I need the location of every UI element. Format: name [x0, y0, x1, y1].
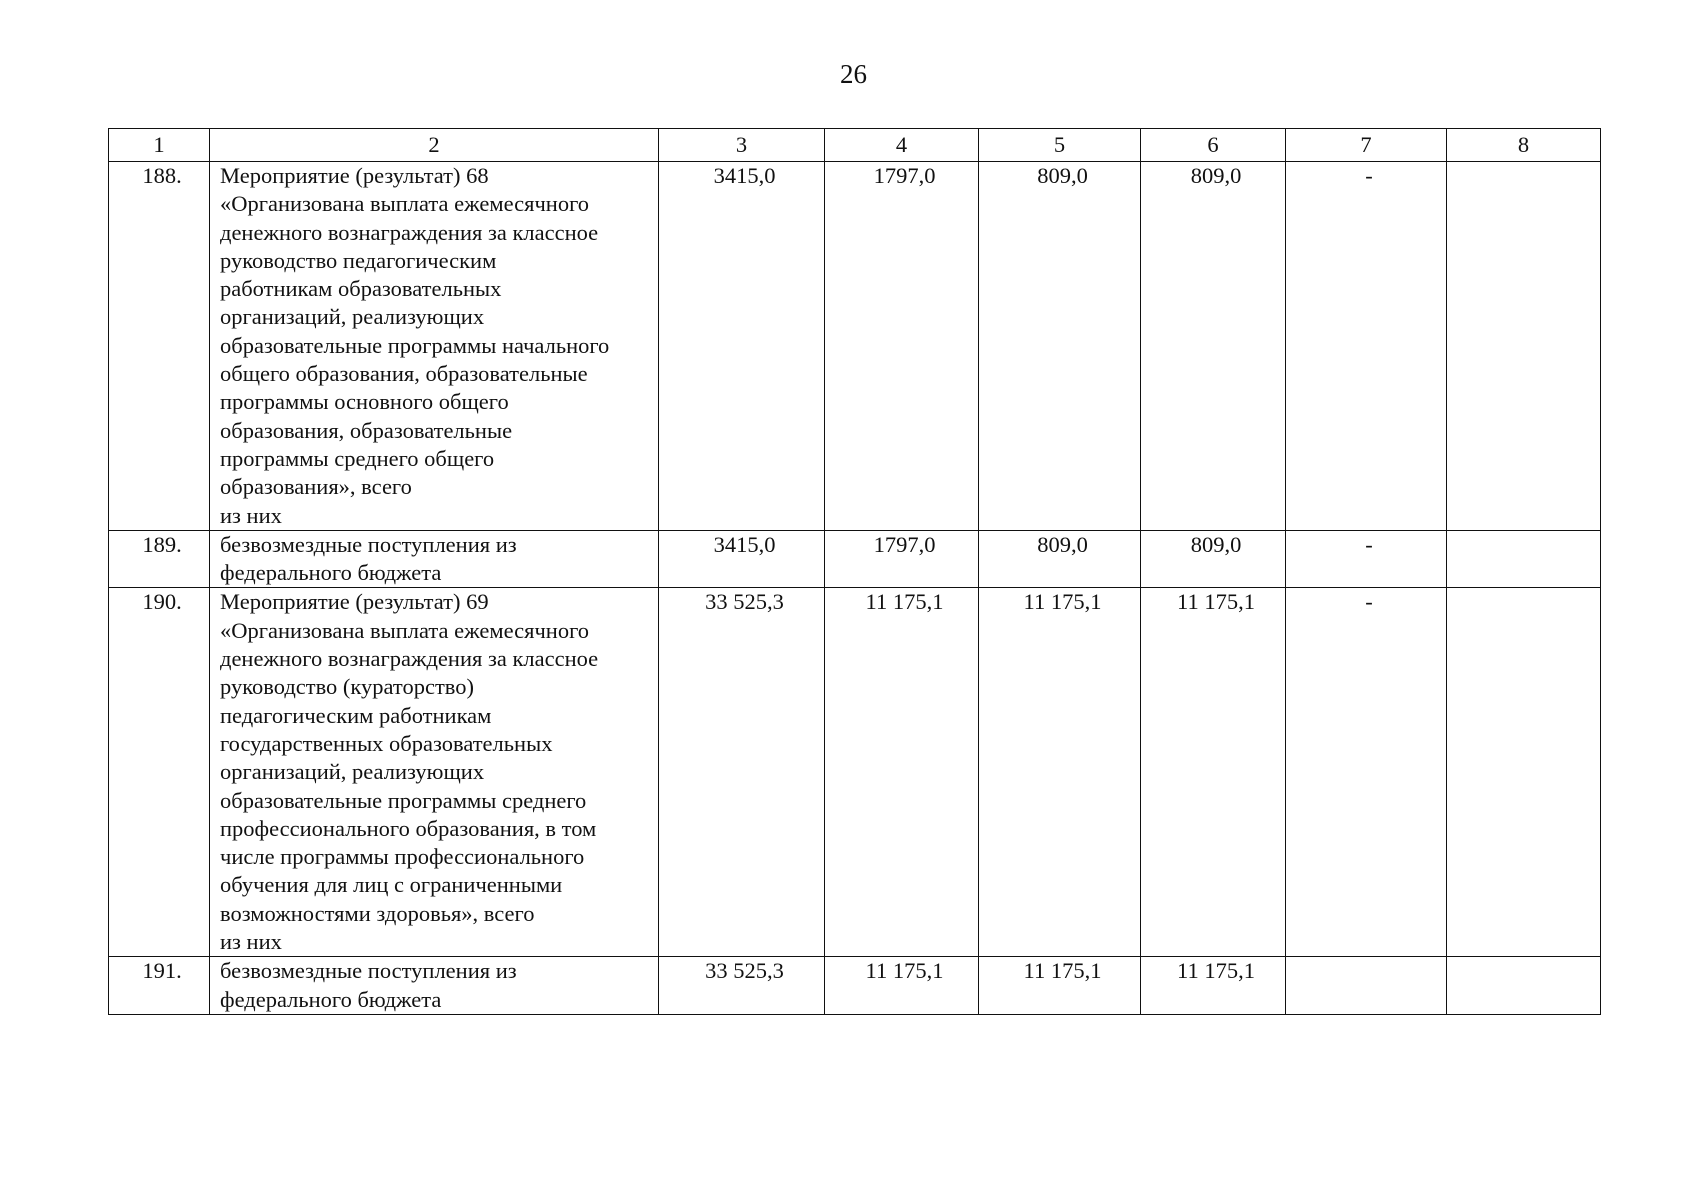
cell-col-3: 33 525,3	[659, 588, 825, 957]
row-index: 188.	[109, 162, 210, 531]
cell-col-5: 809,0	[979, 162, 1141, 531]
cell-col-3: 33 525,3	[659, 957, 825, 1015]
cell-col-4: 11 175,1	[825, 588, 979, 957]
cell-col-8	[1447, 530, 1601, 588]
cell-col-5: 11 175,1	[979, 957, 1141, 1015]
description-line: организаций, реализующих	[220, 759, 485, 785]
description-line: программы среднего общего	[220, 445, 495, 471]
description-line: руководство (кураторство)	[220, 674, 475, 700]
row-description	[210, 530, 659, 588]
description-line: образования, образовательные	[220, 417, 513, 443]
description-line: безвозмездные поступления из	[220, 958, 517, 984]
cell-col-8	[1447, 162, 1601, 531]
table-row	[109, 588, 1601, 957]
cell-col-4: 1797,0	[825, 162, 979, 531]
header-col-2: 2	[210, 129, 659, 162]
cell-col-6: 809,0	[1141, 162, 1286, 531]
description-line: работникам образовательных	[220, 276, 502, 302]
row-index: 190.	[109, 588, 210, 957]
cell-col-5: 11 175,1	[979, 588, 1141, 957]
header-col-7: 7	[1286, 129, 1447, 162]
description-line: числе программы профессионального	[220, 844, 585, 870]
cell-col-6: 11 175,1	[1141, 588, 1286, 957]
description-line: федерального бюджета	[220, 986, 442, 1012]
description-line: общего образования, образовательные	[220, 361, 588, 387]
description-line: образовательные программы начального	[220, 332, 610, 358]
description-line: возможностями здоровья», всего	[220, 900, 535, 926]
cell-col-3: 3415,0	[659, 162, 825, 531]
header-col-6: 6	[1141, 129, 1286, 162]
row-description	[210, 957, 659, 1015]
description-line: из них	[220, 502, 282, 528]
cell-col-7: -	[1286, 588, 1447, 957]
description-line: образовательные программы среднего	[220, 787, 587, 813]
description-line: профессионального образования, в том	[220, 815, 597, 841]
description-line: федерального бюджета	[220, 560, 442, 586]
cell-col-7: -	[1286, 530, 1447, 588]
description-line: «Организована выплата ежемесячного	[220, 191, 590, 217]
description-line: обучения для лиц с ограниченными	[220, 872, 563, 898]
row-index: 189.	[109, 530, 210, 588]
description-line: Мероприятие (результат) 69	[220, 589, 489, 615]
page-number: 26	[840, 59, 867, 89]
description-line: денежного вознаграждения за классное	[220, 646, 599, 672]
cell-col-6: 809,0	[1141, 530, 1286, 588]
description-line: государственных образовательных	[220, 730, 553, 756]
table-header	[109, 129, 1601, 162]
row-description	[210, 162, 659, 531]
table-row	[109, 957, 1601, 1015]
description-line: денежного вознаграждения за классное	[220, 219, 599, 245]
table-row	[109, 162, 1601, 531]
description-line: организаций, реализующих	[220, 304, 485, 330]
cell-col-7: -	[1286, 162, 1447, 531]
cell-col-4: 1797,0	[825, 530, 979, 588]
budget-table	[108, 128, 1601, 1015]
description-line: из них	[220, 929, 282, 955]
cell-col-8	[1447, 957, 1601, 1015]
description-line: руководство педагогическим	[220, 247, 497, 273]
header-col-1: 1	[109, 129, 210, 162]
description-line: образования», всего	[220, 474, 412, 500]
description-line: Мероприятие (результат) 68	[220, 163, 489, 188]
cell-col-4: 11 175,1	[825, 957, 979, 1015]
header-col-3: 3	[659, 129, 825, 162]
row-index: 191.	[109, 957, 210, 1015]
row-description	[210, 588, 659, 957]
header-col-8: 8	[1447, 129, 1601, 162]
header-col-5: 5	[979, 129, 1141, 162]
cell-col-3: 3415,0	[659, 530, 825, 588]
description-line: безвозмездные поступления из	[220, 531, 517, 557]
description-line: педагогическим работникам	[220, 702, 492, 728]
description-line: «Организована выплата ежемесячного	[220, 617, 590, 643]
description-line: программы основного общего	[220, 389, 509, 415]
table-row	[109, 530, 1601, 588]
cell-col-5: 809,0	[979, 530, 1141, 588]
cell-col-8	[1447, 588, 1601, 957]
cell-col-6: 11 175,1	[1141, 957, 1286, 1015]
table-body	[109, 162, 1601, 1015]
cell-col-7	[1286, 957, 1447, 1015]
header-col-4: 4	[825, 129, 979, 162]
header-row	[109, 129, 1601, 162]
